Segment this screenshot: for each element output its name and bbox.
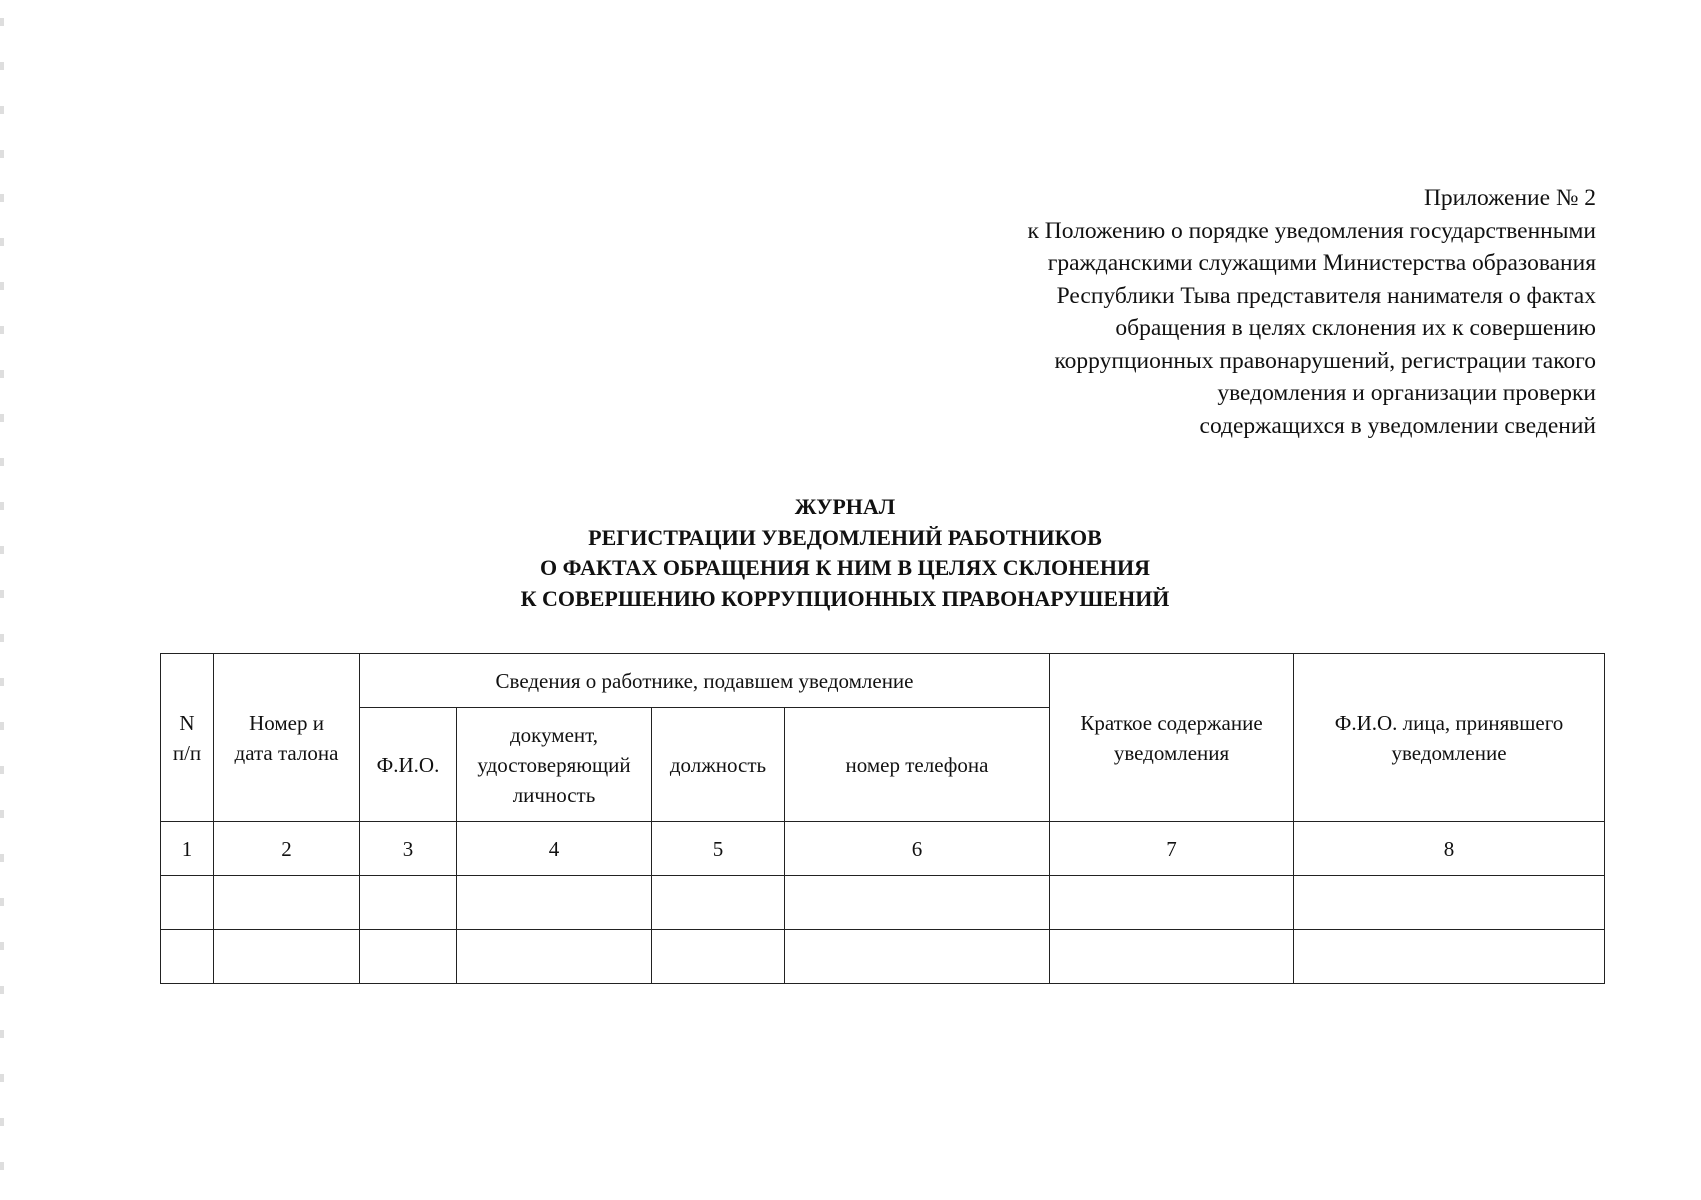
- appendix-line: к Положению о порядке уведомления государственными: [1027, 217, 1596, 244]
- empty-cell: [214, 876, 360, 930]
- empty-cell: [360, 876, 457, 930]
- appendix-line: коррупционных правонарушений, регистрации такого: [1054, 347, 1596, 374]
- appendix-line: обращения в целях склонения их к совершению: [1115, 315, 1596, 341]
- empty-cell: [457, 876, 652, 930]
- journal-title: [150, 492, 1540, 614]
- header-summary: Краткое содержание уведомления: [1050, 654, 1294, 822]
- header-document: документ, удостоверяющий личность: [457, 708, 652, 822]
- empty-cell: [360, 930, 457, 984]
- empty-cell: [1294, 876, 1605, 930]
- empty-cell: [161, 930, 214, 984]
- header-ticket: Номер и дата талона: [214, 654, 360, 822]
- column-number-cell: 5: [652, 822, 785, 876]
- empty-cell: [652, 876, 785, 930]
- column-number-cell: 6: [785, 822, 1050, 876]
- empty-cell: [652, 930, 785, 984]
- appendix-line: Республики Тыва представителя нанимателя о фактах: [1056, 282, 1596, 309]
- column-number-row: [161, 822, 1605, 876]
- appendix-line: содержащихся в уведомлении сведений: [1199, 412, 1596, 439]
- table-row: [161, 876, 1605, 930]
- column-number-cell: 7: [1050, 822, 1294, 876]
- empty-cell: [457, 930, 652, 984]
- column-number-cell: 3: [360, 822, 457, 876]
- empty-cell: [1050, 930, 1294, 984]
- empty-cell: [1050, 876, 1294, 930]
- journal-title-line: ЖУРНАЛ: [794, 494, 896, 519]
- column-number-cell: 8: [1294, 822, 1605, 876]
- appendix-note: [836, 182, 1596, 442]
- table-row: [161, 930, 1605, 984]
- journal-title-line: О ФАКТАХ ОБРАЩЕНИЯ К НИМ В ЦЕЛЯХ СКЛОНЕНИЯ: [540, 555, 1150, 580]
- header-receiver: Ф.И.О. лица, принявшего уведомление: [1294, 654, 1605, 822]
- appendix-line: гражданскими служащими Министерства образования: [1047, 250, 1596, 276]
- column-number-cell: 4: [457, 822, 652, 876]
- empty-cell: [785, 876, 1050, 930]
- header-number: N п/п: [161, 654, 214, 822]
- empty-cell: [785, 930, 1050, 984]
- journal-title-line: К СОВЕРШЕНИЮ КОРРУПЦИОННЫХ ПРАВОНАРУШЕНИЙ: [520, 585, 1170, 611]
- appendix-line: уведомления и организации проверки: [1217, 380, 1596, 406]
- header-employee-group: Сведения о работнике, подавшем уведомление: [360, 654, 1050, 708]
- header-phone: номер телефона: [785, 708, 1050, 822]
- header-fio: Ф.И.О.: [360, 708, 457, 822]
- registration-table: [160, 653, 1605, 984]
- appendix-line: Приложение № 2: [1423, 185, 1596, 211]
- journal-title-line: РЕГИСТРАЦИИ УВЕДОМЛЕНИЙ РАБОТНИКОВ: [588, 524, 1102, 550]
- table-header-row: [161, 654, 1605, 708]
- empty-cell: [1294, 930, 1605, 984]
- column-number-cell: 2: [214, 822, 360, 876]
- scan-edge-marks: [0, 0, 4, 1200]
- column-number-cell: 1: [161, 822, 214, 876]
- empty-cell: [214, 930, 360, 984]
- empty-cell: [161, 876, 214, 930]
- header-position: должность: [652, 708, 785, 822]
